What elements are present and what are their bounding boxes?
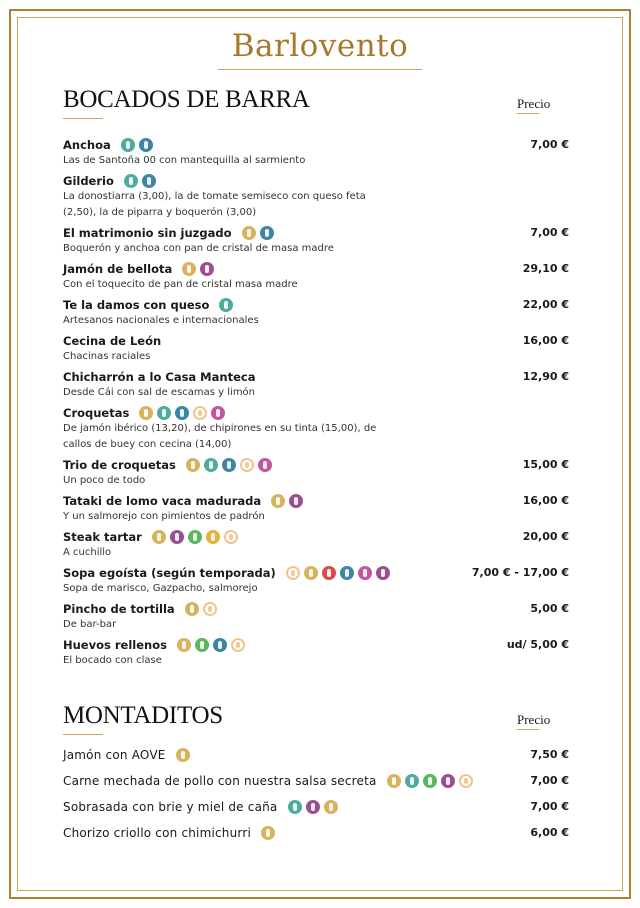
fish-allergen-icon xyxy=(340,566,354,580)
menu-item xyxy=(63,224,569,260)
section-bocados xyxy=(63,86,569,672)
restaurant-title: Barlovento xyxy=(231,28,409,64)
section-montaditos xyxy=(63,702,569,850)
fish-allergen-icon xyxy=(175,406,189,420)
item-name: Cecina de León xyxy=(63,333,162,348)
lactose-allergen-icon xyxy=(124,174,138,188)
nuts-allergen-icon xyxy=(206,530,220,544)
price-header: Precio xyxy=(517,712,551,727)
item-name: Chorizo criollo con chimichurri xyxy=(63,825,251,840)
item-name: Carne mechada de pollo con nuestra salsa secreta xyxy=(63,773,377,788)
item-name: Jamón de bellota xyxy=(63,261,173,276)
item-name: Te la damos con queso xyxy=(63,297,210,312)
menu-item xyxy=(63,772,569,798)
section-divider xyxy=(63,734,103,735)
price-header-divider xyxy=(517,113,539,114)
gluten-allergen-icon xyxy=(186,458,200,472)
item-description: Las de Santoña 00 con mantequilla al sarmiento xyxy=(63,155,306,166)
fish-allergen-icon xyxy=(139,138,153,152)
item-description: Artesanos nacionales e internacionales xyxy=(63,315,259,326)
gluten-allergen-icon xyxy=(185,602,199,616)
item-list xyxy=(63,136,569,672)
allergen-icons xyxy=(387,774,473,788)
menu-item xyxy=(63,528,569,564)
item-price: 22,00 € xyxy=(522,298,569,311)
fish-allergen-icon xyxy=(213,638,227,652)
egg-allergen-icon xyxy=(203,602,217,616)
allergen-icons xyxy=(121,138,153,152)
item-price: 15,00 € xyxy=(522,458,569,471)
mollusc-allergen-icon xyxy=(358,566,372,580)
menu-item xyxy=(63,564,569,600)
mollusc-allergen-icon xyxy=(211,406,225,420)
item-description: La donostiarra (3,00), la de tomate semiseco con queso feta (2,50), la de piparra y boquerón (3,00) xyxy=(63,191,366,218)
mollusc-allergen-icon xyxy=(258,458,272,472)
celery-allergen-icon xyxy=(188,530,202,544)
sulfites-allergen-icon xyxy=(441,774,455,788)
allergen-icons xyxy=(152,530,238,544)
item-price: 7,00 € xyxy=(530,774,569,787)
sulfites-allergen-icon xyxy=(170,530,184,544)
item-name: Jamón con AOVE xyxy=(63,747,166,762)
title-divider xyxy=(218,69,422,70)
fish-allergen-icon xyxy=(222,458,236,472)
item-name: Huevos rellenos xyxy=(63,637,167,652)
menu-item xyxy=(63,824,569,850)
item-price: 16,00 € xyxy=(522,494,569,507)
gluten-allergen-icon xyxy=(304,566,318,580)
item-price: 6,00 € xyxy=(530,826,569,839)
menu-item xyxy=(63,368,569,404)
menu-item xyxy=(63,260,569,296)
item-description: Chacinas raciales xyxy=(63,351,151,362)
sulfites-allergen-icon xyxy=(289,494,303,508)
crustacean-allergen-icon xyxy=(322,566,336,580)
menu-item xyxy=(63,404,569,456)
item-name: Trio de croquetas xyxy=(63,457,176,472)
allergen-icons xyxy=(242,226,274,240)
menu-item xyxy=(63,332,569,368)
gluten-allergen-icon xyxy=(176,748,190,762)
item-name: Chicharrón a lo Casa Manteca xyxy=(63,369,256,384)
gluten-allergen-icon xyxy=(182,262,196,276)
lactose-allergen-icon xyxy=(157,406,171,420)
item-description: A cuchillo xyxy=(63,547,112,558)
item-price: 7,00 € xyxy=(530,800,569,813)
section-title: MONTADITOS xyxy=(63,702,223,729)
allergen-icons xyxy=(219,298,233,312)
menu-item xyxy=(63,492,569,528)
item-description: Y un salmorejo con pimientos de padrón xyxy=(63,511,265,522)
item-name: Sobrasada con brie y miel de caña xyxy=(63,799,278,814)
sulfites-allergen-icon xyxy=(376,566,390,580)
allergen-icons xyxy=(124,174,156,188)
egg-allergen-icon xyxy=(224,530,238,544)
section-title: BOCADOS DE BARRA xyxy=(63,86,310,113)
allergen-icons xyxy=(261,826,275,840)
item-name: Pincho de tortilla xyxy=(63,601,175,616)
item-price: 5,00 € xyxy=(530,602,569,615)
allergen-icons xyxy=(271,494,303,508)
item-list xyxy=(63,746,569,850)
item-price: 12,90 € xyxy=(522,370,569,383)
egg-allergen-icon xyxy=(459,774,473,788)
egg-allergen-icon xyxy=(193,406,207,420)
egg-allergen-icon xyxy=(240,458,254,472)
item-price: 7,00 € - 17,00 € xyxy=(471,566,569,579)
menu-item xyxy=(63,798,569,824)
gluten-allergen-icon xyxy=(152,530,166,544)
section-divider xyxy=(63,118,103,119)
item-description: De bar-bar xyxy=(63,619,117,630)
item-price: 7,00 € xyxy=(530,226,569,239)
gluten-allergen-icon xyxy=(242,226,256,240)
item-description: Boquerón y anchoa con pan de cristal de masa madre xyxy=(63,243,334,254)
allergen-icons xyxy=(186,458,272,472)
item-price: 7,00 € xyxy=(530,138,569,151)
item-name: El matrimonio sin juzgado xyxy=(63,225,232,240)
menu-item xyxy=(63,136,569,172)
gluten-allergen-icon xyxy=(387,774,401,788)
allergen-icons xyxy=(177,638,245,652)
celery-allergen-icon xyxy=(195,638,209,652)
item-description: Con el toquecito de pan de cristal masa madre xyxy=(63,279,298,290)
lactose-allergen-icon xyxy=(219,298,233,312)
item-price: 7,50 € xyxy=(530,748,569,761)
allergen-icons xyxy=(182,262,214,276)
price-header: Precio xyxy=(517,96,551,111)
gluten-allergen-icon xyxy=(324,800,338,814)
allergen-icons xyxy=(288,800,338,814)
allergen-icons xyxy=(286,566,390,580)
item-name: Croquetas xyxy=(63,405,130,420)
egg-allergen-icon xyxy=(286,566,300,580)
item-name: Anchoa xyxy=(63,137,111,152)
item-name: Steak tartar xyxy=(63,529,142,544)
item-price: 29,10 € xyxy=(522,262,569,275)
fish-allergen-icon xyxy=(260,226,274,240)
item-name: Tataki de lomo vaca madurada xyxy=(63,493,262,508)
gluten-allergen-icon xyxy=(261,826,275,840)
menu-item xyxy=(63,172,569,224)
price-header-divider xyxy=(517,729,539,730)
allergen-icons xyxy=(139,406,225,420)
celery-allergen-icon xyxy=(423,774,437,788)
lactose-allergen-icon xyxy=(405,774,419,788)
gluten-allergen-icon xyxy=(177,638,191,652)
sulfites-allergen-icon xyxy=(200,262,214,276)
item-description: Desde Cái con sal de escamas y limón xyxy=(63,387,256,398)
lactose-allergen-icon xyxy=(121,138,135,152)
item-price: 20,00 € xyxy=(522,530,569,543)
item-description: De jamón ibérico (13,20), de chipirones en su tinta (15,00), de callos de buey con cecina (14,00) xyxy=(63,423,377,450)
sulfites-allergen-icon xyxy=(306,800,320,814)
allergen-icons xyxy=(176,748,190,762)
menu-item xyxy=(63,456,569,492)
item-description: Sopa de marisco, Gazpacho, salmorejo xyxy=(63,583,258,594)
item-price: ud/ 5,00 € xyxy=(506,638,569,651)
allergen-icons xyxy=(185,602,217,616)
gluten-allergen-icon xyxy=(271,494,285,508)
item-name: Sopa egoísta (según temporada) xyxy=(63,565,276,580)
fish-allergen-icon xyxy=(142,174,156,188)
menu-item xyxy=(63,746,569,772)
menu-item xyxy=(63,600,569,636)
egg-allergen-icon xyxy=(231,638,245,652)
gluten-allergen-icon xyxy=(139,406,153,420)
item-name: Gilderio xyxy=(63,173,114,188)
menu-item xyxy=(63,296,569,332)
item-description: Un poco de todo xyxy=(63,475,146,486)
item-price: 16,00 € xyxy=(522,334,569,347)
lactose-allergen-icon xyxy=(288,800,302,814)
menu-item xyxy=(63,636,569,672)
item-description: El bocado con clase xyxy=(63,655,162,666)
lactose-allergen-icon xyxy=(204,458,218,472)
